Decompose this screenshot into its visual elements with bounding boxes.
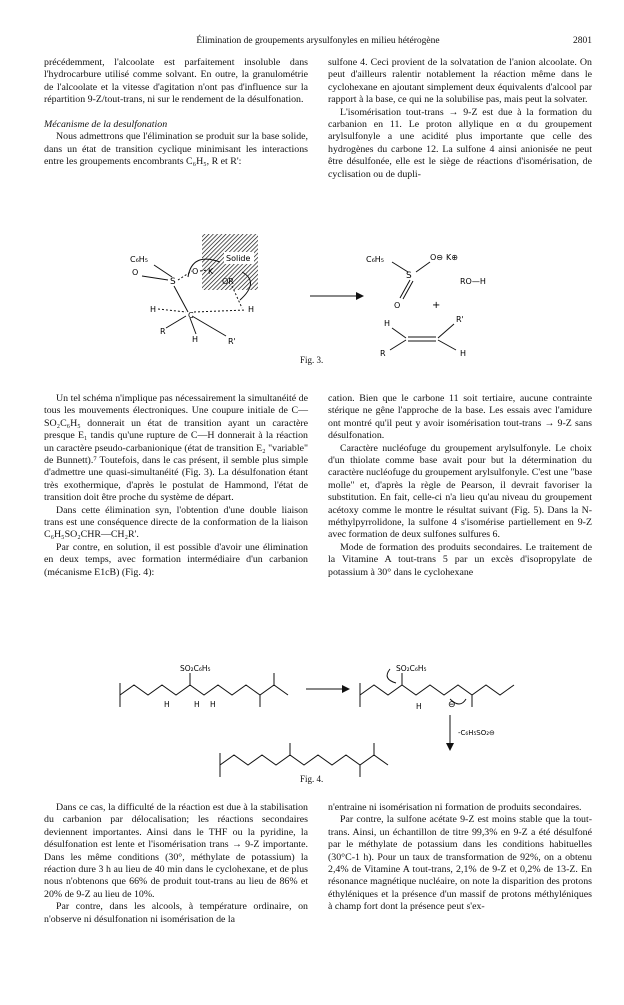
minus-label: ⊖ [448, 700, 456, 710]
text-column-1 [44, 57, 308, 169]
h-label-a: H [164, 700, 170, 709]
figure-4-caption: Fig. 4. [300, 774, 324, 784]
col4-paragraph: Caractère nucléofuge du groupement arylsulfonyle. Le choix d'un thiolate comme base avait pour but la détermination du caractère nucléofuge du groupement arylsulfonyle. C'est une "base molle" et, d'après la règle de Pearson, il devrait favoriser la substitution. En fait, celle-ci n'a lieu qu'au niveau du groupement acétoxy comme le montre le résultat suivant (Fig. 5). Dans la N-méthylpyrrolidone, la sulfone 4 s'isomérise partiellement en 9-Z avec formation de deux sulfones sulfures 6. [328, 442, 592, 541]
product-k-plus: K⊕ [446, 253, 458, 262]
running-header [44, 36, 592, 50]
col1-paragraph: précédemment, l'alcoolate est parfaitement insoluble dans l'hydrocarbure utilisé comme solvant. En outre, la granulométrie de l'alcoolate et la vitesse d'agitation n'ont pas d'influence sur la répartition 9-Z/tout-trans, ni sur le rendement de la désulfonation. [44, 57, 308, 106]
running-title: Élimination de groupements arysulfonyles en milieu hétérogène [196, 36, 440, 46]
col1-paragraph: Nous admettrons que l'élimination se produit sur la base solide, dans un état de transition cyclique minimisant les interactions entre les groupements encombrants C₆H₅, R et R': [44, 131, 308, 168]
c6h5-label: C₆H₅ [130, 255, 149, 264]
h-label-b: H [194, 700, 200, 709]
col3-paragraph: Un tel schéma n'implique pas nécessairement la simultanéité de tous les mouvements électroniques. Une coupure initiale de C—SO₂C₆H₅ donnerait un état de transition ayant un caractère presque E₁ tandis qu'une rupture de C—H donnerait à la réaction un caractère pseudo-carbanionique (état de transition E₂ "variable" de Bunnett).⁷ Toutefois, dans le cas présent, il semble plus simple d'admettre une quasi-simultanéité (Fig. 3). La désulfonation étant très exothermique, d'après le postulat de Hammond, l'état de transition doit être proche du système de départ. [44, 393, 308, 504]
col3-paragraph: Par contre, en solution, il est possible d'avoir une élimination en deux temps, avec formation intermédiaire d'un carbanion (mécanisme E1cB) (Fig. 4): [44, 541, 308, 578]
col2-paragraph: L'isomérisation tout-trans → 9-Z est due à la formation du carbanion en 11. Le proton allylique en α du groupement arylsulfonyle a une acidité plus importante que celle des hydrogènes du carbone 12. La sulfone 4 ainsi anionisée ne peut être désulfonée, elle est le siège de réactions d'isomérisation, de cyclisation ou de dupli- [328, 106, 592, 180]
h-label-3: H [192, 335, 199, 344]
col5-paragraph: Par contre, dans les alcools, à température ordinaire, on n'observe ni désulfonation ni isomérisation de la [44, 901, 308, 925]
col1-paragraph [44, 107, 308, 119]
h-label-1: H [150, 305, 157, 314]
k-label: K [208, 267, 214, 276]
figure-4 [110, 665, 530, 780]
text-column-6 [328, 802, 592, 914]
h-label-d: H [416, 702, 422, 711]
o-label-1: O [192, 267, 199, 276]
product-chain [220, 743, 388, 777]
page-number: 2801 [573, 36, 592, 46]
h-label-c: H [210, 700, 216, 709]
or-label: OR [222, 277, 234, 286]
col1-paragraph: Mécanisme de la desulfonation [44, 119, 168, 131]
so2-label-2: SO₂C₆H₅ [396, 665, 427, 673]
product-c6h5: C₆H₅ [366, 255, 385, 264]
col6-paragraph: n'entraine ni isomérisation ni formation de produits secondaires. [328, 802, 582, 813]
product-s: S [406, 271, 412, 281]
product-o-minus: O⊖ [430, 253, 443, 262]
r-label: R [160, 327, 166, 336]
so2-label-1: SO₂C₆H₅ [180, 665, 211, 673]
text-column-5 [44, 802, 308, 926]
reactant-chain [120, 673, 288, 707]
col6-paragraph: Par contre, la sulfone acétate 9-Z est moins stable que la tout-trans. Ainsi, un échantillon de titre 99,3% en 9-Z a été désulfoné par le méthylate de potassium dans les conditions habituelles (30°C-1 h). Pour un taux de transformation de 92%, on a obtenu 2,4% de Vitamine A tout-trans, 2,1% de 9-Z et 0,2% de 13-Z. En résonance magnétique nucléaire, on note la disparition des protons éthyléniques et la présence d'un massif de protons méthyléniques à champ fort dont la présence peut s'ex- [328, 814, 592, 913]
figure-3-caption: Fig. 3. [300, 355, 324, 365]
col4-paragraph: Mode de formation des produits secondaires. Le traitement de la Vitamine A tout-trans 5 par un excès d'isopropylate de potassium à 30° dans le cyclohexane [328, 541, 592, 578]
carbanion-chain [360, 669, 514, 707]
text-column-2 [328, 57, 592, 181]
s-label: S [170, 277, 176, 287]
figure-3 [130, 232, 520, 362]
alkene-h1: H [384, 319, 391, 328]
alkene-h2: H [460, 349, 467, 358]
text-column-4 [328, 393, 592, 579]
plus-sign: + [432, 300, 441, 311]
text-column-3 [44, 393, 308, 579]
o-minus-label: O [132, 268, 139, 277]
c-label: C [188, 311, 194, 320]
leaving-group-label: -C₆H₅SO₂⊖ [458, 729, 495, 737]
alkene-rp: R' [456, 315, 464, 324]
col5-paragraph: Dans ce cas, la difficulté de la réaction est due à la stabilisation du carbanion par délocalisation; les réactions secondaires deviennent importantes. Ainsi dans le THF ou la pyridine, la désulfonation est lente et l'isomérisation trans → 9-Z importante. Dans les même conditions (30°, méthylate de potassium) la réaction dure 3 h au lieu de 40 min dans le cyclohexane, et de plus nous n'obtenons que 66% de produit tout-trans au lieu de 86% et 20% de 9-Z au lieu de 10%. [44, 802, 308, 900]
col3-paragraph: Dans cette élimination syn, l'obtention d'une double liaison trans est une conséquence directe de la conformation de la liaison C₆H₅SO₂CHR—CH₂R'. [44, 504, 308, 541]
h-label-2: H [248, 305, 255, 314]
product-o: O [394, 301, 401, 310]
solide-label: Solide [226, 254, 251, 263]
rp-label: R' [228, 337, 236, 346]
col2-paragraph: sulfone 4. Ceci provient de la solvatation de l'anion alcoolate. On peut d'ailleurs ralentir notablement la réaction même dans le cyclohexane en ajoutant simplement deux équivalents d'alcool par rapport à la base, ce qui ne la solubilise pas, mais peut la solvater. [328, 57, 592, 106]
col4-paragraph: cation. Bien que le carbone 11 soit tertiaire, aucune contrainte stérique ne gêne l'approche de la base. Les essais avec l'amidure ont montré qu'il peut y avoir isomérisation tout-trans → 9-Z sans désulfonation. [328, 393, 592, 442]
alkene-r: R [380, 349, 386, 358]
ro-h: RO—H [460, 277, 486, 286]
